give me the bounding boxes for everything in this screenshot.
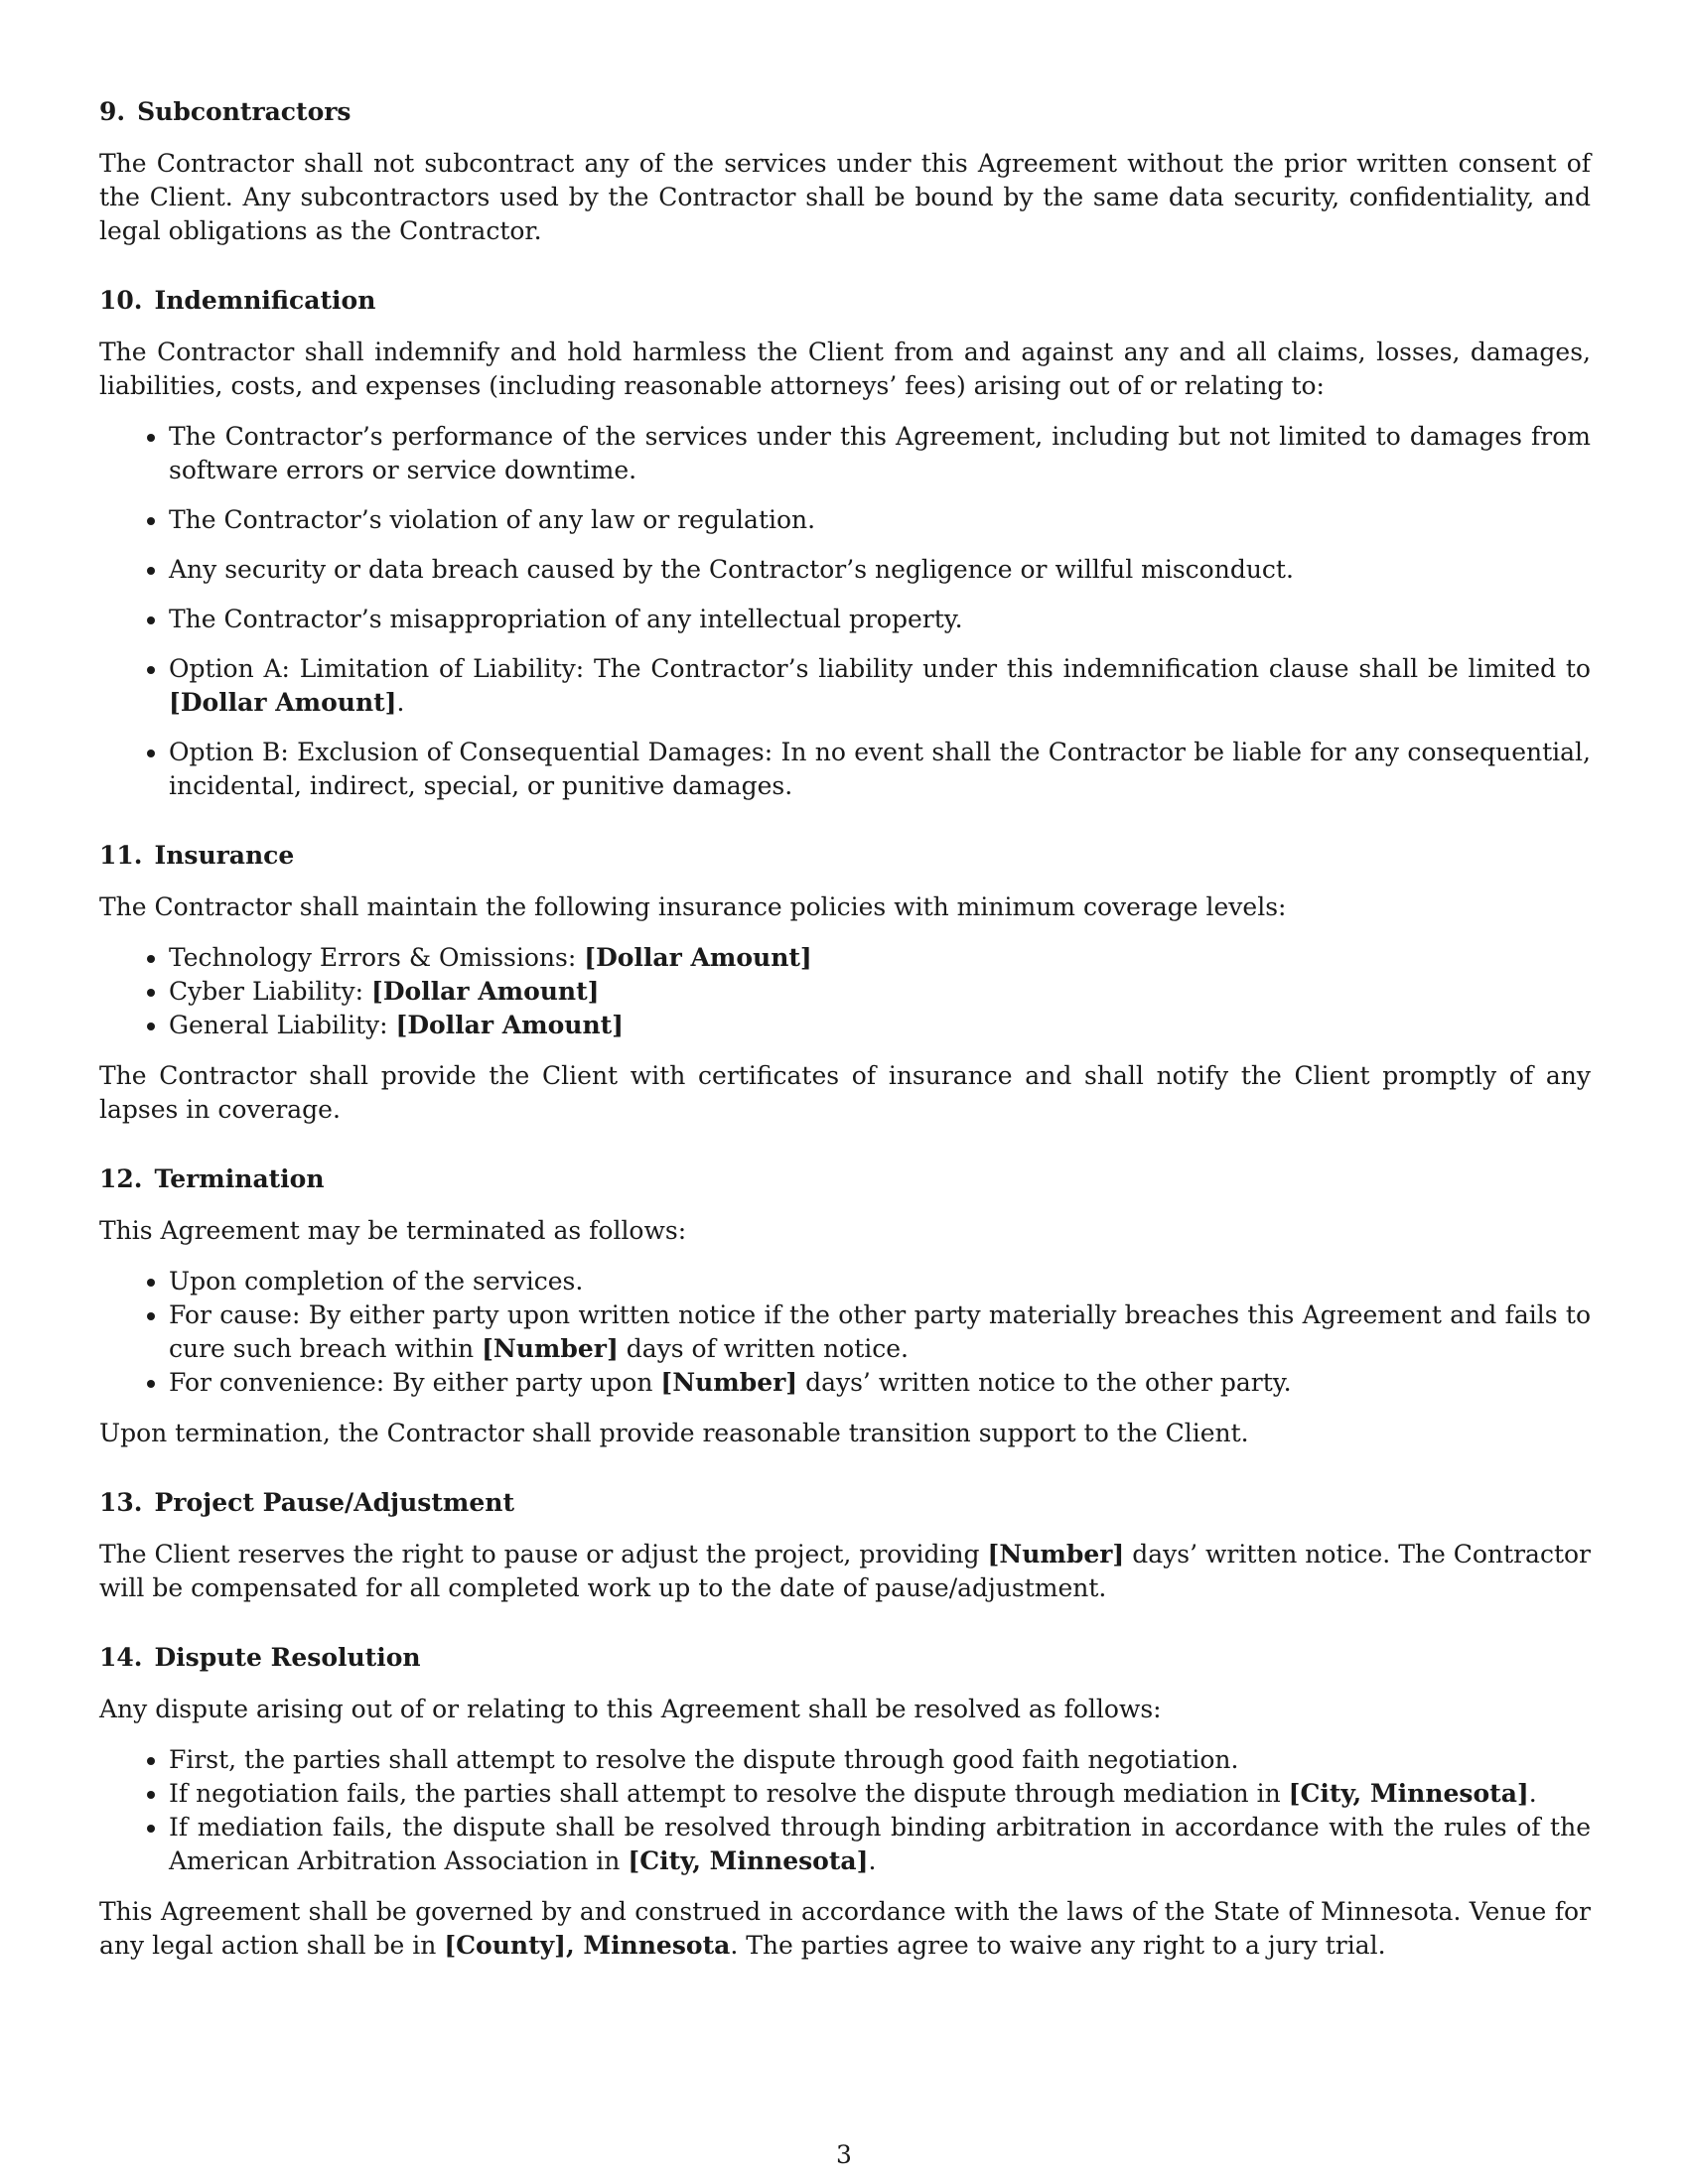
list-item: • Option B: Exclusion of Consequential Damages: In no event shall the Contractor be liable for any consequential, incidental, indirect, special, or punitive damages. (169, 736, 1591, 803)
list-item-text: General Liability: (169, 1011, 396, 1039)
document-page (99, 95, 1591, 1998)
list-item-text: Technology Errors & Omissions: (169, 943, 585, 972)
section-title: Dispute Resolution (154, 1643, 421, 1672)
section-heading (99, 1486, 1591, 1520)
paragraph-text: days’ written notice. The Contractor will be compensated for all completed work up to the date of pause/adjustment. (99, 1540, 1591, 1602)
placeholder-field: [Dollar Amount] (395, 1011, 625, 1039)
paragraph-text: This Agreement shall be governed by and construed in accordance with the laws of the State of Minnesota. Venue for any legal action shall be in (99, 1897, 1591, 1960)
placeholder-field: [County], Minnesota (444, 1931, 731, 1960)
section-number: 11. (99, 841, 143, 870)
list-item-text: For cause: By either party upon written notice if the other party materially breaches this Agreement and fails to cure such breach within (169, 1300, 1591, 1363)
section-indemnification (99, 284, 1591, 803)
paragraph: The Contractor shall provide the Client with certificates of insurance and shall notify the Client promptly of any lapses in coverage. (99, 1061, 1591, 1124)
paragraph: This Agreement may be terminated as follows: (99, 1216, 687, 1245)
section-number: 9. (99, 97, 126, 126)
placeholder-field: [Dollar Amount] (169, 688, 397, 717)
section-insurance (99, 839, 1591, 1127)
list-item: • The Contractor’s performance of the services under this Agreement, including but not limited to damages from software errors or service downtime. (169, 420, 1591, 487)
placeholder-field: [Number] (482, 1334, 619, 1363)
list-item: • The Contractor’s misappropriation of any intellectual property. (169, 603, 1591, 636)
section-title: Subcontractors (137, 97, 352, 126)
paragraph (99, 1538, 1591, 1605)
list-item-text: . (396, 688, 405, 717)
list-item-text: Cyber Liability: (169, 977, 371, 1006)
section-subcontractors (99, 95, 1591, 248)
placeholder-field: [Number] (660, 1368, 798, 1397)
page-number: 3 (836, 2140, 852, 2169)
bullet-list (99, 420, 1591, 803)
list-item-text: If mediation fails, the dispute shall be resolved through binding arbitration in accordance with the rules of the American Arbitration Association in (169, 1813, 1591, 1875)
bullet-list (99, 1265, 1591, 1400)
list-item: • Upon completion of the services. (169, 1265, 1591, 1298)
list-item: • First, the parties shall attempt to resolve the dispute through good faith negotiation. (169, 1743, 1591, 1777)
section-number: 14. (99, 1643, 143, 1672)
section-number: 12. (99, 1164, 143, 1193)
section-title: Indemnification (154, 286, 376, 315)
list-item: • Any security or data breach caused by the Contractor’s negligence or willful misconduct. (169, 553, 1591, 587)
section-dispute-resolution (99, 1641, 1591, 1963)
section-termination (99, 1162, 1591, 1450)
list-item (169, 941, 1591, 975)
paragraph: The Contractor shall not subcontract any of the services under this Agreement without the prior written consent of the Client. Any subcontractors used by the Contractor shall be bound by the same data security, confidentiality, and legal obligations as the Contractor. (99, 149, 1591, 245)
list-item-text: days of written notice. (618, 1334, 910, 1363)
paragraph (99, 1895, 1591, 1963)
section-heading (99, 1162, 1591, 1196)
list-item (169, 1298, 1591, 1366)
list-item-text: days’ written notice to the other party. (797, 1368, 1292, 1397)
placeholder-field: [City, Minnesota] (1288, 1779, 1529, 1808)
placeholder-field: [Dollar Amount] (584, 943, 812, 972)
paragraph-text: The Client reserves the right to pause or adjust the project, providing (99, 1540, 988, 1569)
section-title: Insurance (154, 841, 295, 870)
placeholder-field: [Number] (987, 1540, 1125, 1569)
section-heading (99, 95, 1591, 129)
placeholder-field: [City, Minnesota] (628, 1846, 869, 1875)
section-title: Project Pause/Adjustment (154, 1488, 514, 1517)
list-item: • The Contractor’s violation of any law or regulation. (169, 503, 1591, 537)
list-item-text: Option A: Limitation of Liability: The Contractor’s liability under this indemnification clause shall be limited to (169, 654, 1591, 683)
list-item-text: If negotiation fails, the parties shall attempt to resolve the dispute through mediation in (169, 1779, 1289, 1808)
section-project-pause (99, 1486, 1591, 1605)
paragraph: Upon termination, the Contractor shall provide reasonable transition support to the Client. (99, 1419, 1249, 1447)
bullet-list (99, 1743, 1591, 1878)
section-number: 10. (99, 286, 143, 315)
bullet-list (99, 941, 1591, 1042)
placeholder-field: [Dollar Amount] (370, 977, 600, 1006)
section-number: 13. (99, 1488, 143, 1517)
list-item-text: . (1528, 1779, 1537, 1808)
section-title: Termination (154, 1164, 325, 1193)
list-item (169, 975, 1591, 1009)
list-item-text: For convenience: By either party upon (169, 1368, 661, 1397)
list-item (169, 652, 1591, 720)
list-item-text: . (868, 1846, 877, 1875)
paragraph-text: . The parties agree to waive any right to a jury trial. (730, 1931, 1386, 1960)
list-item (169, 1777, 1591, 1811)
paragraph: Any dispute arising out of or relating to this Agreement shall be resolved as follows: (99, 1695, 1162, 1723)
list-item (169, 1009, 1591, 1042)
section-heading (99, 284, 1591, 318)
list-item (169, 1366, 1591, 1400)
paragraph: The Contractor shall indemnify and hold harmless the Client from and against any and all claims, losses, damages, liabilities, costs, and expenses (including reasonable attorneys’ fees) arising out of or relating to: (99, 338, 1591, 400)
section-heading (99, 839, 1591, 873)
section-heading (99, 1641, 1591, 1675)
paragraph: The Contractor shall maintain the following insurance policies with minimum coverage levels: (99, 892, 1287, 921)
list-item (169, 1811, 1591, 1878)
